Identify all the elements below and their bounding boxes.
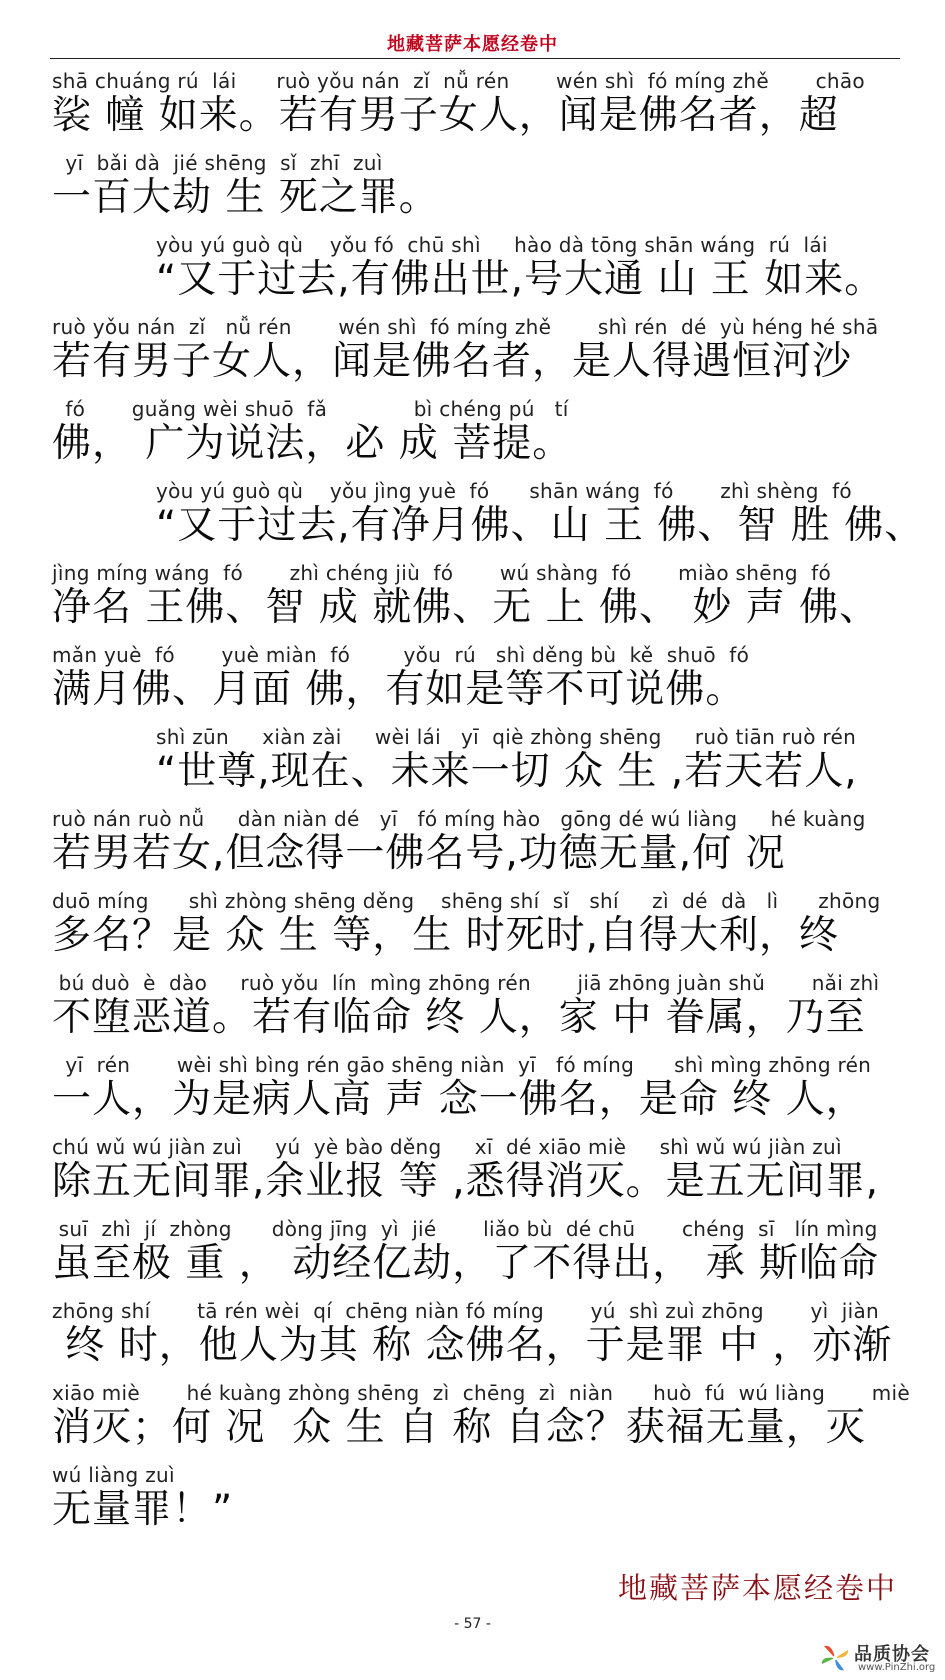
scripture-text	[52, 68, 925, 1544]
chinese-line: “又于过去,有佛出世,号大通 山 王 如来。	[156, 257, 885, 302]
chinese-line: 终 时，他人为其 称 念佛名，于是罪 中 ，亦渐	[52, 1323, 893, 1368]
pinyin-line: bú duò è dào ruò yǒu lín mìng zhōng rén jiā zhōng juàn shǔ nǎi zhì	[52, 971, 880, 995]
text-line	[52, 1134, 900, 1216]
chinese-line: 满月佛、月面 佛，有如是等不可说佛。	[52, 667, 746, 712]
text-line	[52, 806, 900, 888]
chinese-line: 若男若女,但念得一佛名号,功德无量,何 况	[52, 831, 786, 876]
page-number: - 57 -	[454, 1616, 491, 1632]
pinyin-line: fó guǎng wèi shuō fǎ bì chéng pú tí	[52, 397, 569, 421]
chinese-line: 佛， 广为说法，必 成 菩提。	[52, 421, 573, 466]
text-line	[52, 68, 900, 150]
chinese-line: 裟 幢 如来。若有男子女人，闻是佛名者，超	[52, 93, 839, 138]
text-line	[52, 970, 900, 1052]
pinyin-line: yòu yú guò qù yǒu fó chū shì hào dà tōng shān wáng rú lái	[156, 233, 828, 257]
text-line	[52, 642, 900, 724]
logo-url: www.PinZhi.org	[858, 1662, 936, 1673]
header-title: 地藏菩萨本愿经卷中	[387, 34, 558, 55]
chinese-line: 无量罪！”	[52, 1487, 234, 1532]
chinese-line: 若有男子女人，闻是佛名者，是人得遇恒河沙	[52, 339, 853, 384]
pinyin-line: xiāo miè hé kuàng zhòng shēng zì chēng zì niàn huò fú wú liàng miè	[52, 1381, 910, 1405]
pinzhi-logo	[818, 1640, 938, 1676]
pinyin-line: shì zūn xiàn zài wèi lái yī qiè zhòng shēng ruò tiān ruò rén	[156, 725, 857, 749]
chinese-line: 一百大劫 生 死之罪。	[52, 175, 439, 220]
text-line	[52, 724, 900, 806]
pinyin-line: yòu yú guò qù yǒu jìng yuè fó shān wáng fó zhì shèng fó	[156, 479, 852, 503]
pinyin-line: suī zhì jí zhòng dòng jīng yì jié liǎo bù dé chū chéng sī lín mìng	[52, 1217, 878, 1241]
chinese-line: “世尊,现在、未来一切 众 生 ,若天若人,	[156, 749, 858, 794]
pinyin-line: duō míng shì zhòng shēng děng shēng shí sǐ shí zì dé dà lì zhōng	[52, 889, 881, 913]
text-line	[52, 478, 925, 560]
header-rule	[50, 58, 900, 59]
pinyin-line: yī bǎi dà jié shēng sǐ zhī zuì	[52, 151, 383, 175]
pinyin-line: shā chuáng rú lái ruò yǒu nán zǐ nǚ rén wén shì fó míng zhě chāo	[52, 69, 865, 93]
pinyin-line: ruò nán ruò nǚ dàn niàn dé yī fó míng hào gōng dé wú liàng hé kuàng	[52, 807, 866, 831]
chinese-line: 多名？是 众 生 等，生 时死时,自得大利，终	[52, 913, 839, 958]
chinese-line: 不堕恶道。若有临命 终 人，家 中 眷属，乃至	[52, 995, 866, 1040]
pinyin-line: yī rén wèi shì bìng rén gāo shēng niàn yī fó míng shì mìng zhōng rén	[52, 1053, 872, 1077]
pinyin-line: mǎn yuè fó yuè miàn fó yǒu rú shì děng bù kě shuō fó	[52, 643, 750, 667]
pinyin-line: zhōng shí tā rén wèi qí chēng niàn fó míng yú shì zuì zhōng yì jiàn	[52, 1299, 880, 1323]
pinyin-line: ruò yǒu nán zǐ nǚ rén wén shì fó míng zhě shì rén dé yù héng hé shā	[52, 315, 879, 339]
chinese-line: 消灭；何 况 众 生 自 称 自念？获福无量，灭	[52, 1405, 866, 1450]
text-line	[52, 396, 900, 478]
pinyin-line: wú liàng zuì	[52, 1463, 175, 1487]
pinwheel-logo-icon	[818, 1642, 852, 1674]
chinese-line: 净名 王佛、智 成 就佛、无 上 佛、 妙 声 佛、	[52, 585, 880, 630]
text-line	[52, 560, 900, 642]
chinese-line: “又于过去,有净月佛、山 王 佛、智 胜 佛、	[156, 503, 925, 548]
text-line	[52, 888, 900, 970]
text-line	[52, 1216, 900, 1298]
text-line	[52, 1052, 900, 1134]
text-line	[52, 1380, 910, 1462]
logo-name: 品质协会	[854, 1644, 930, 1665]
text-line	[52, 150, 900, 232]
text-line	[52, 1462, 900, 1544]
footer-title: 地藏菩萨本愿经卷中	[617, 1571, 897, 1605]
pinyin-line: jìng míng wáng fó zhì chéng jiù fó wú shàng fó miào shēng fó	[52, 561, 832, 585]
text-line	[52, 314, 900, 396]
chinese-line: 虽至极 重 ， 动经亿劫，了不得出， 承 斯临命	[52, 1241, 879, 1286]
text-line	[52, 232, 900, 314]
text-line	[52, 1298, 900, 1380]
chinese-line: 一人，为是病人高 声 念一佛名，是命 终 人，	[52, 1077, 866, 1122]
chinese-line: 除五无间罪,余业报 等 ,悉得消灭。是五无间罪,	[52, 1159, 879, 1204]
pinyin-line: chú wǔ wú jiàn zuì yú yè bào děng xī dé xiāo miè shì wǔ wú jiàn zuì	[52, 1135, 842, 1159]
